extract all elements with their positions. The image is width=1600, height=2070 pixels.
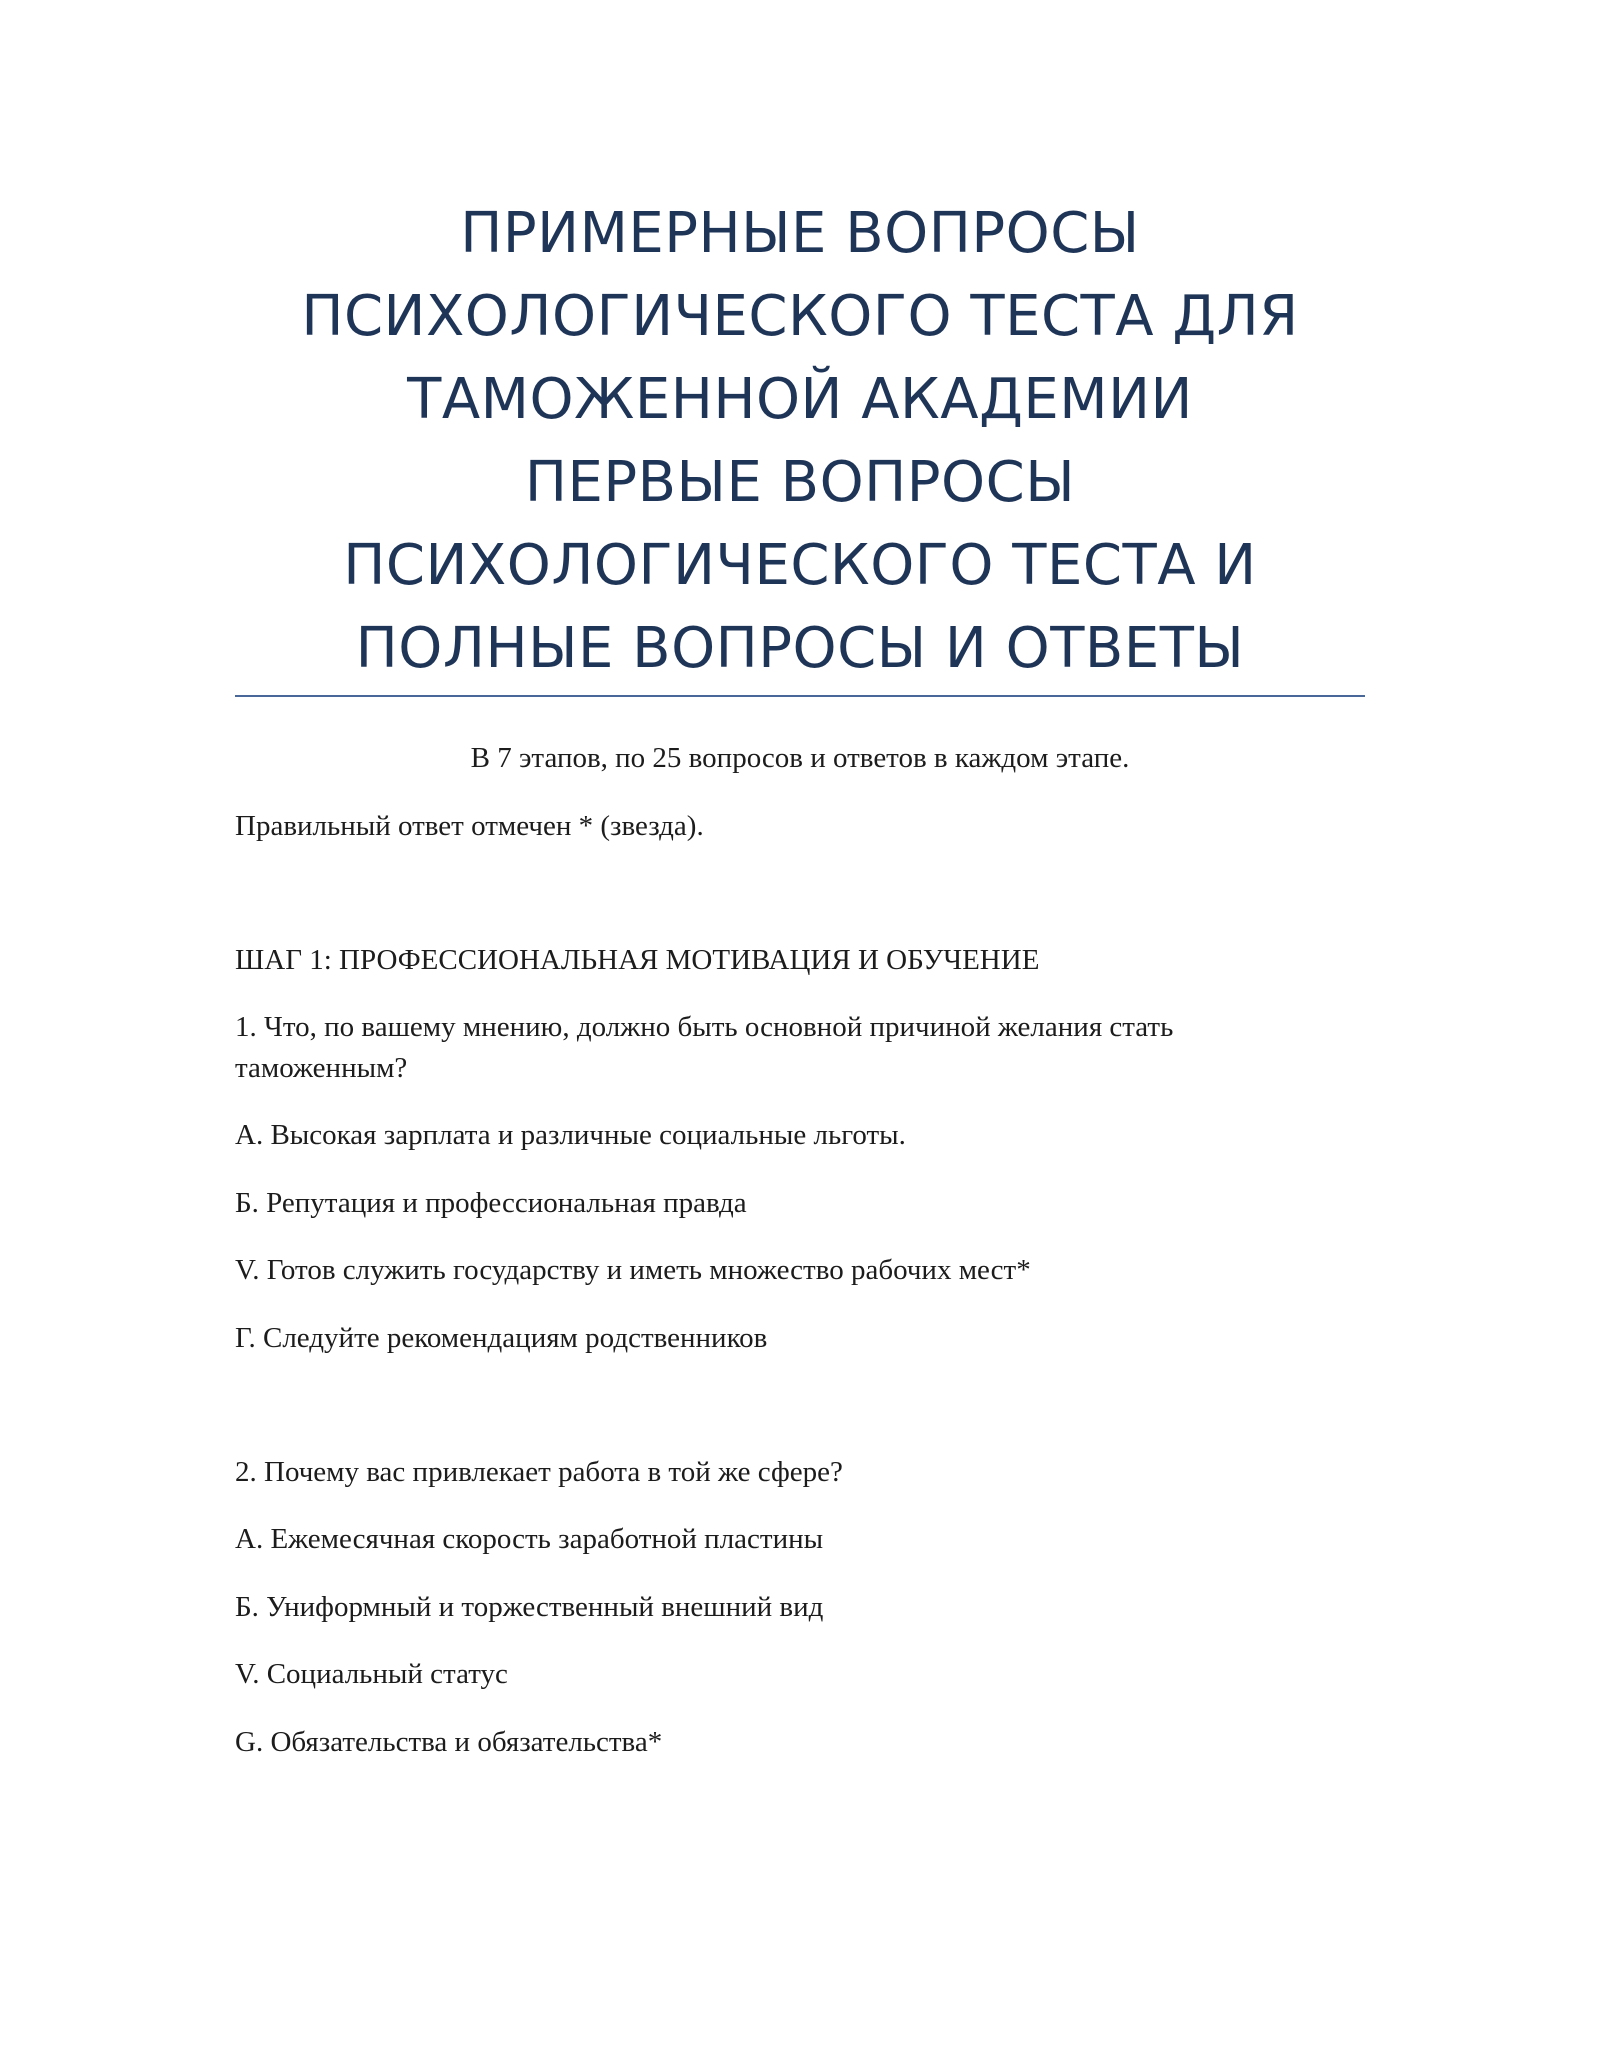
title-line: ПСИХОЛОГИЧЕСКОГО ТЕСТА И [343,533,1257,598]
answer-option-correct: G. Обязательства и обязательства* [235,1726,663,1758]
answer-option: Б. Униформный и торжественный внешний вид [235,1591,824,1623]
title-line: ПЕРВЫЕ ВОПРОСЫ [524,450,1076,515]
title-line: ПОЛНЫЕ ВОПРОСЫ И ОТВЕТЫ [355,616,1245,681]
question-text: таможенным? [235,1052,408,1084]
answer-option: Б. Репутация и профессиональная правда [235,1187,747,1219]
section-heading: ШАГ 1: ПРОФЕССИОНАЛЬНАЯ МОТИВАЦИЯ И ОБУЧЕНИЕ [235,944,1040,976]
title-line: ПСИХОЛОГИЧЕСКОГО ТЕСТА ДЛЯ [301,284,1299,349]
answer-option: Г. Следуйте рекомендациям родственников [235,1322,768,1354]
answer-option: V. Социальный статус [235,1658,508,1690]
answer-note: Правильный ответ отмечен * (звезда). [235,810,704,842]
answer-option: А. Ежемесячная скорость заработной пластины [235,1523,824,1555]
question-text: 2. Почему вас привлекает работа в той же сфере? [235,1456,843,1488]
document-title [235,192,1365,690]
title-underline-divider [235,695,1365,697]
title-line: ТАМОЖЕННОЙ АКАДЕМИИ [407,367,1193,432]
question-text: 1. Что, по вашему мнению, должно быть основной причиной желания стать [235,1011,1174,1043]
answer-option-correct: V. Готов служить государству и иметь множество рабочих мест* [235,1254,1031,1286]
intro-stages-text: В 7 этапов, по 25 вопросов и ответов в каждом этапе. [470,742,1130,774]
title-line: ПРИМЕРНЫЕ ВОПРОСЫ [460,201,1140,266]
answer-option: А. Высокая зарплата и различные социальные льготы. [235,1119,906,1151]
